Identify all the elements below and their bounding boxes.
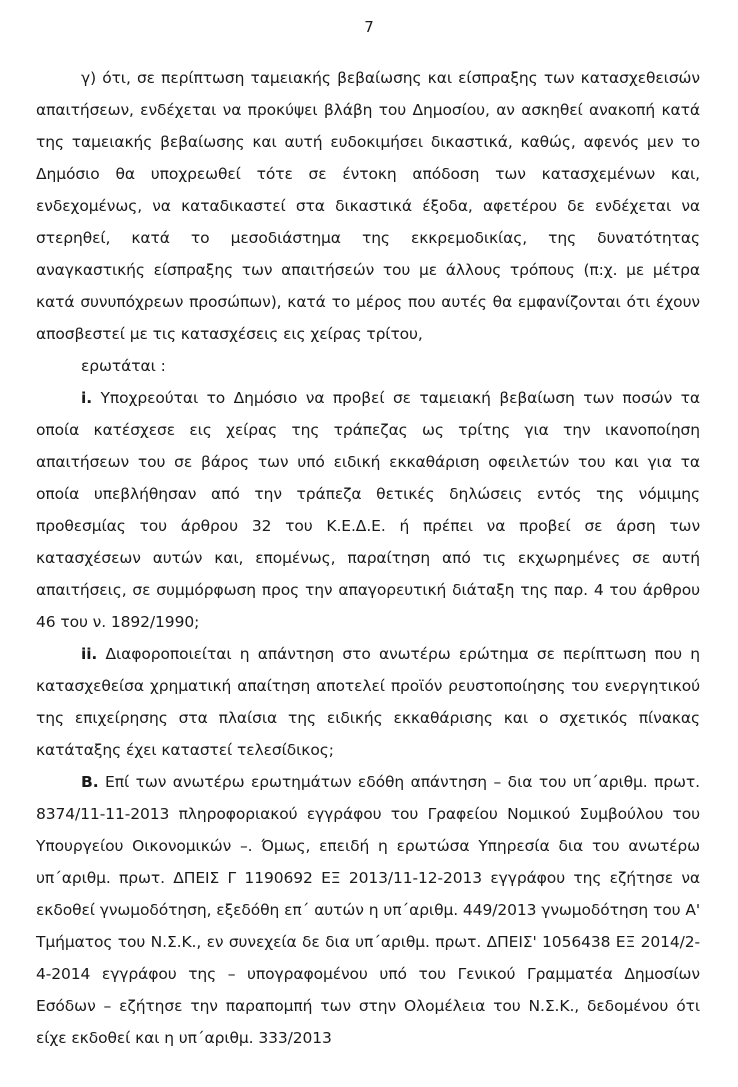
document-body: [36, 62, 700, 1054]
page-number: 7: [364, 18, 374, 36]
question-ii-marker: ii.: [81, 645, 98, 663]
question-ii-text: Διαφοροποιείται η απάντηση στο ανωτέρω ερώτημα σε περίπτωση που η κατασχεθείσα χρηματική απαίτηση αποτελεί προϊόν ρευστοποίησης του ενεργητικού της επιχείρησης στα πλαίσια της ειδικής εκκαθάρισης και ο σχετικός πίνακας κατάταξης έχει καταστεί τελεσίδικος;: [36, 645, 700, 759]
paragraph-gamma: γ) ότι, σε περίπτωση ταμειακής βεβαίωσης και είσπραξης των κατασχεθεισών απαιτήσεων, ενδέχεται να προκύψει βλάβη του Δημοσίου, αν ασκηθεί ανακοπή κατά της ταμειακής βεβαίωσης και αυτή ευδοκιμήσει δικαστικά, καθώς, αφενός μεν το Δημόσιο θα υποχρεωθεί τότε σε έντοκη απόδοση των κατασχεμένων και, ενδεχομένως, να καταδικαστεί στα δικαστικά έξοδα, αφετέρου δε ενδέχεται να στερηθεί, κατά το μεσοδιάστημα της εκκρεμοδικίας, της δυνατότητας αναγκαστικής είσπραξης των απαιτήσεών του με άλλους τρόπους (π:χ. με μέτρα κατά συνυπόχρεων προσώπων), κατά το μέρος που αυτές θα εμφανίζονται ότι έχουν αποσβεστεί με τις κατασχέσεις εις χείρας τρίτου,: [36, 69, 700, 343]
section-b: [36, 766, 700, 1054]
asks-label: ερωτάται :: [81, 357, 166, 375]
question-i-marker: i.: [81, 389, 93, 407]
question-i: [36, 382, 700, 638]
section-b-text: Επί των ανωτέρω ερωτημάτων εδόθη απάντηση – δια του υπ΄αριθμ. πρωτ. 8374/11-11-2013 πληροφοριακού εγγράφου του Γραφείου Νομικού Συμβούλου του Υπουργείου Οικονομικών –. Όμως, επειδή η ερωτώσα Υπηρεσία δια του ανωτέρω υπ΄αριθμ. πρωτ. ΔΠΕΙΣ Γ 1190692 ΕΞ 2013/11-12-2013 εγγράφου της εζήτησε να εκδοθεί γνωμοδότηση, εξεδόθη επ΄ αυτών η υπ΄αριθμ. 449/2013 γνωμοδότηση του Α' Τμήματος του Ν.Σ.Κ., εν συνεχεία δε δια υπ΄αριθμ. πρωτ. ΔΠΕΙΣ' 1056438 ΕΞ 2014/2-4-2014 εγγράφου της – υπογραφομένου υπό του Γενικού Γραμματέα Δημοσίων Εσόδων – εζήτησε την παραπομπή των στην Ολομέλεια του Ν.Σ.Κ., δεδομένου ότι είχε εκδοθεί και η υπ΄αριθμ. 333/2013: [36, 773, 700, 1047]
question-i-text: Υποχρεούται το Δημόσιο να προβεί σε ταμειακή βεβαίωση των ποσών τα οποία κατέσχεσε εις χείρας της τράπεζας ως τρίτης για την ικανοποίηση απαιτήσεων του σε βάρος των υπό ειδική εκκαθάριση οφειλετών του και για τα οποία υπεβλήθησαν από την τράπεζα θετικές δηλώσεις εντός της νόμιμης προθεσμίας του άρθρου 32 του Κ.Ε.Δ.Ε. ή πρέπει να προβεί σε άρση των κατασχέσεων αυτών και, επομένως, παραίτηση από τις εκχωρημένες σε αυτή απαιτήσεις, σε συμμόρφωση προς την απαγορευτική διάταξη της παρ. 4 του άρθρου 46 του ν. 1892/1990;: [36, 389, 700, 631]
question-ii: [36, 638, 700, 766]
section-b-marker: B.: [81, 773, 99, 791]
